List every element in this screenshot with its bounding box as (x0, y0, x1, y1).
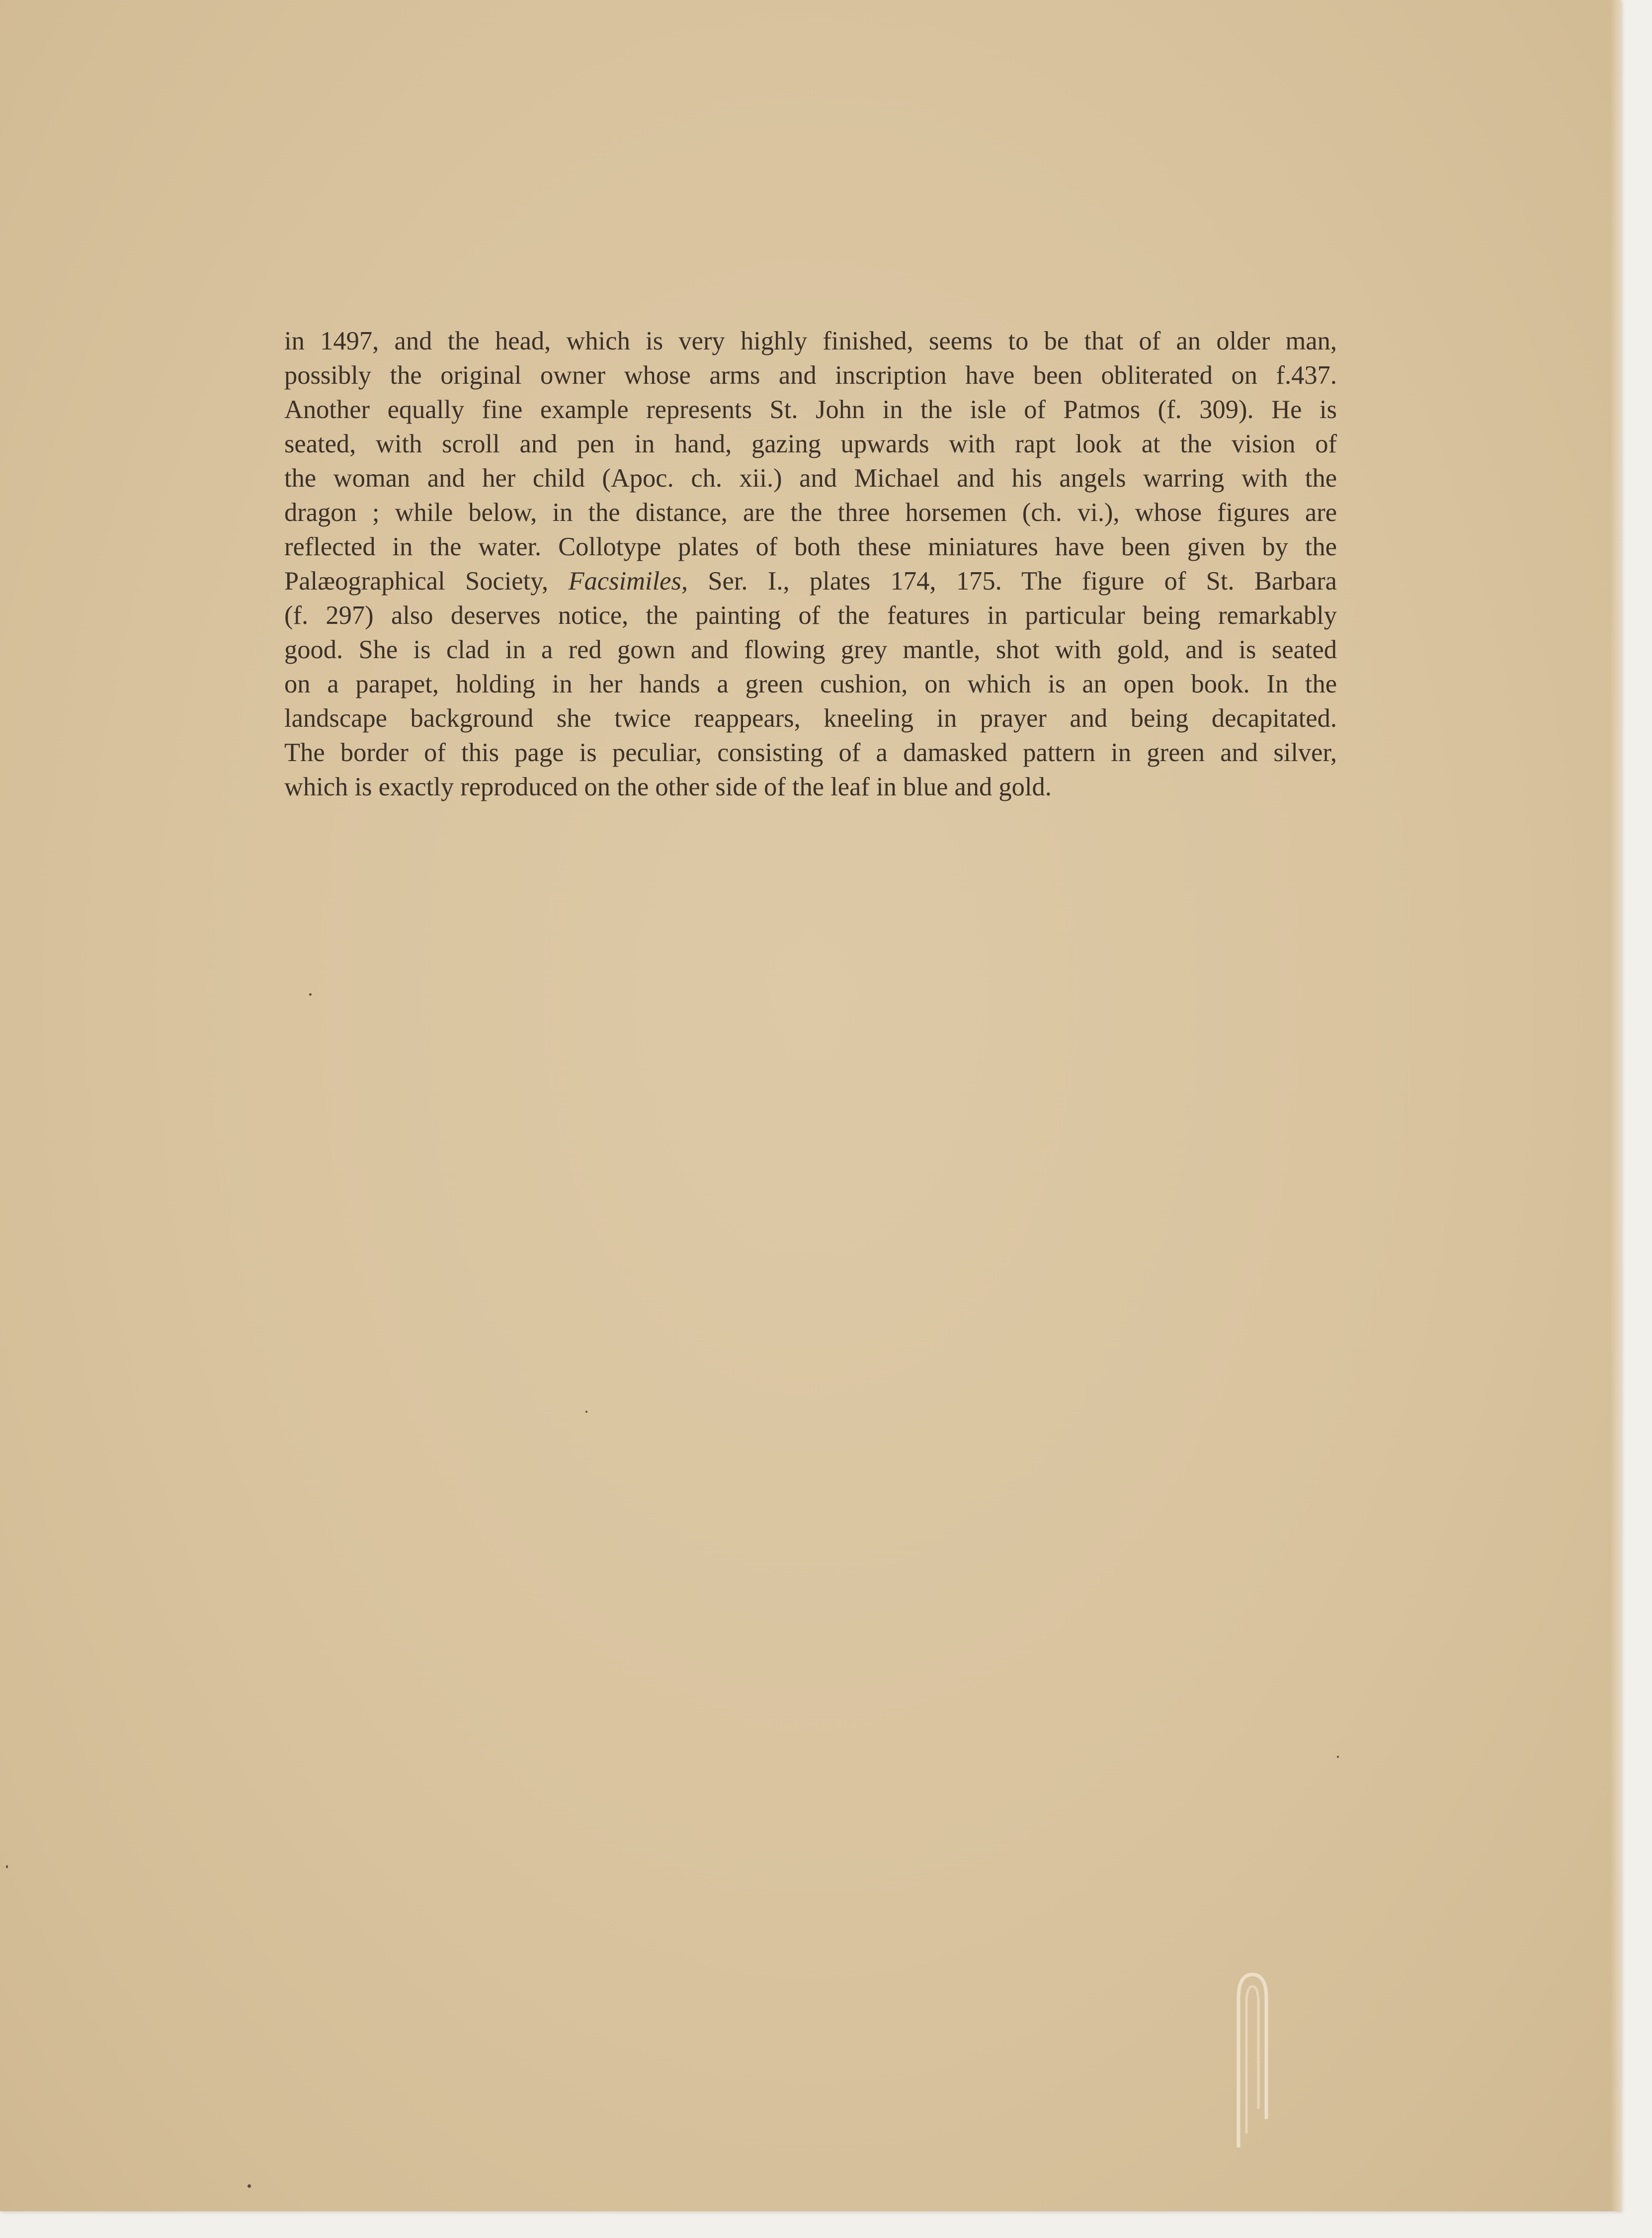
italic-title: Facsimiles, (568, 567, 688, 596)
dust-speck (248, 2184, 251, 2188)
text-line-with-italic (284, 564, 1337, 599)
text-line: (f. 297) also deserves notice, the painting of the features in particular being remarkably (284, 601, 1337, 630)
text-line: which is exactly reproduced on the other side of the leaf in blue and gold. (284, 773, 1052, 801)
text-line: the woman and her child (Apoc. ch. xii.) and Michael and his angels warring with the (284, 464, 1337, 493)
text-line: in 1497, and the head, which is very highly finished, seems to be that of an older man, (284, 327, 1337, 355)
paperclip-impression-icon (1232, 1969, 1273, 2148)
text-line: on a parapet, holding in her hands a green cushion, on which is an open book. In the (284, 670, 1337, 698)
text-line: seated, with scroll and pen in hand, gazing upwards with rapt look at the vision of (284, 430, 1337, 458)
text-fragment: Palæographical Society, (284, 567, 569, 596)
body-paragraph (284, 324, 1337, 804)
text-fragment: Ser. I., plates 174, 175. The figure of St. Barbara (688, 567, 1337, 596)
dust-speck (6, 1865, 8, 1868)
text-line: Another equally fine example represents St. John in the isle of Patmos (f. 309). He is (284, 395, 1337, 424)
text-line: good. She is clad in a red gown and flowing grey mantle, shot with gold, and is seated (284, 635, 1337, 664)
text-line: reflected in the water. Collotype plates of both these miniatures have been given by the (284, 532, 1337, 561)
page-edge-highlight (1610, 0, 1621, 2211)
text-line: landscape background she twice reappears, kneeling in prayer and being decapitated. (284, 704, 1337, 733)
dust-speck (309, 993, 312, 996)
text-line: The border of this page is peculiar, consisting of a damasked pattern in green and silver, (284, 738, 1337, 767)
text-line: dragon ; while below, in the distance, are the three horsemen (ch. vi.), whose figures are (284, 498, 1337, 527)
dust-speck (1337, 1756, 1339, 1758)
text-line: possibly the original owner whose arms and inscription have been obliterated on f.437. (284, 361, 1337, 390)
dust-speck (585, 1411, 587, 1413)
